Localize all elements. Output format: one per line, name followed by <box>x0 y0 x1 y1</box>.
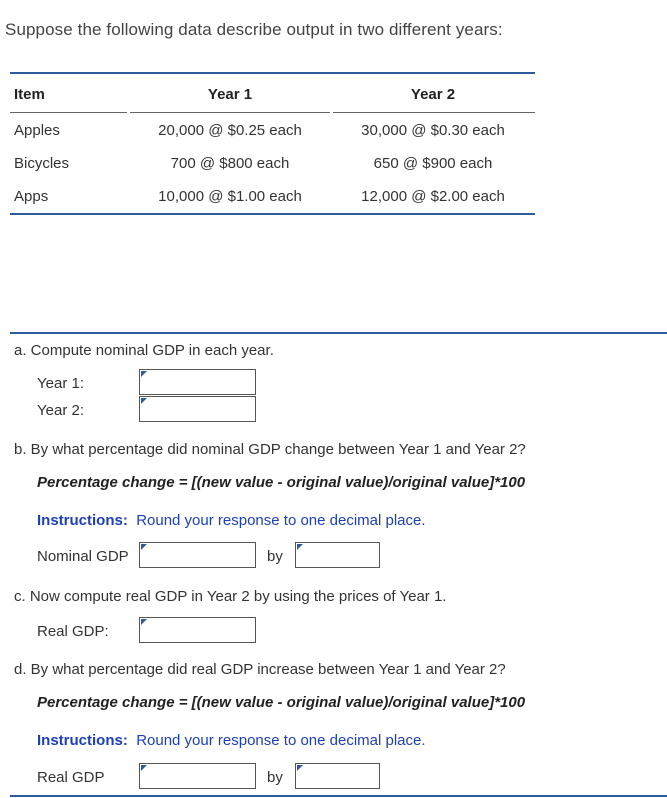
part-c-question: c. Now compute real GDP in Year 2 by using the prices of Year 1. <box>14 588 447 605</box>
year-1-gdp-input[interactable] <box>140 370 255 394</box>
real-gdp-direction-input[interactable] <box>140 764 255 788</box>
row-year-1: 10,000 @ $1.00 each <box>158 188 302 205</box>
part-a-question: a. Compute nominal GDP in each year. <box>14 342 274 359</box>
instructions-text: Round your response to one decimal place. <box>136 732 426 749</box>
part-b-formula: Percentage change = [(new value - original value)/original value]*100 <box>37 474 526 491</box>
year-1-label: Year 1: <box>37 375 84 392</box>
real-gdp-input[interactable] <box>140 618 255 642</box>
year-2-gdp-input-box <box>139 396 256 422</box>
header-underline-year-1 <box>130 112 330 113</box>
row-item: Apples <box>14 122 60 139</box>
nominal-gdp-direction-box <box>139 542 256 568</box>
instructions-text: Round your response to one decimal place. <box>136 512 426 529</box>
year-2-gdp-input[interactable] <box>140 397 255 421</box>
table-top-rule <box>10 72 535 74</box>
row-year-2: 30,000 @ $0.30 each <box>361 122 505 139</box>
row-item: Bicycles <box>14 155 70 172</box>
real-gdp-percent-input[interactable] <box>296 764 379 788</box>
real-gdp-percent-box <box>295 763 380 789</box>
real-gdp-input-box <box>139 617 256 643</box>
by-label: by <box>267 548 283 565</box>
intro-text: Suppose the following data describe output in two different years: <box>5 20 503 39</box>
part-b-question: b. By what percentage did nominal GDP change between Year 1 and Year 2? <box>14 441 526 458</box>
header-item: Item <box>14 86 45 103</box>
header-year-1: Year 1 <box>207 86 253 103</box>
row-item: Apps <box>14 188 49 205</box>
nominal-gdp-percent-box <box>295 542 380 568</box>
section-divider <box>10 332 667 334</box>
by-label: by <box>267 769 283 786</box>
nominal-gdp-percent-input[interactable] <box>296 543 379 567</box>
part-d-question: d. By what percentage did real GDP increase between Year 1 and Year 2? <box>14 661 506 678</box>
nominal-gdp-label: Nominal GDP <box>37 548 129 565</box>
real-gdp-label: Real GDP: <box>37 623 109 640</box>
year-2-label: Year 2: <box>37 402 84 419</box>
table-bottom-rule <box>10 213 535 215</box>
nominal-gdp-direction-input[interactable] <box>140 543 255 567</box>
header-year-2: Year 2 <box>410 86 456 103</box>
row-year-2: 12,000 @ $2.00 each <box>361 188 505 205</box>
part-d-instructions <box>37 732 426 749</box>
instructions-label: Instructions: <box>37 732 128 749</box>
row-year-1: 700 @ $800 each <box>170 155 290 172</box>
row-year-2: 650 @ $900 each <box>373 155 493 172</box>
header-underline-year-2 <box>333 112 535 113</box>
instructions-label: Instructions: <box>37 512 128 529</box>
real-gdp-direction-box <box>139 763 256 789</box>
real-gdp-change-label: Real GDP <box>37 769 105 786</box>
year-1-gdp-input-box <box>139 369 256 395</box>
part-b-instructions <box>37 512 426 529</box>
part-d-formula: Percentage change = [(new value - original value)/original value]*100 <box>37 694 526 711</box>
bottom-rule <box>10 795 667 797</box>
header-underline-item <box>10 112 127 113</box>
row-year-1: 20,000 @ $0.25 each <box>158 122 302 139</box>
